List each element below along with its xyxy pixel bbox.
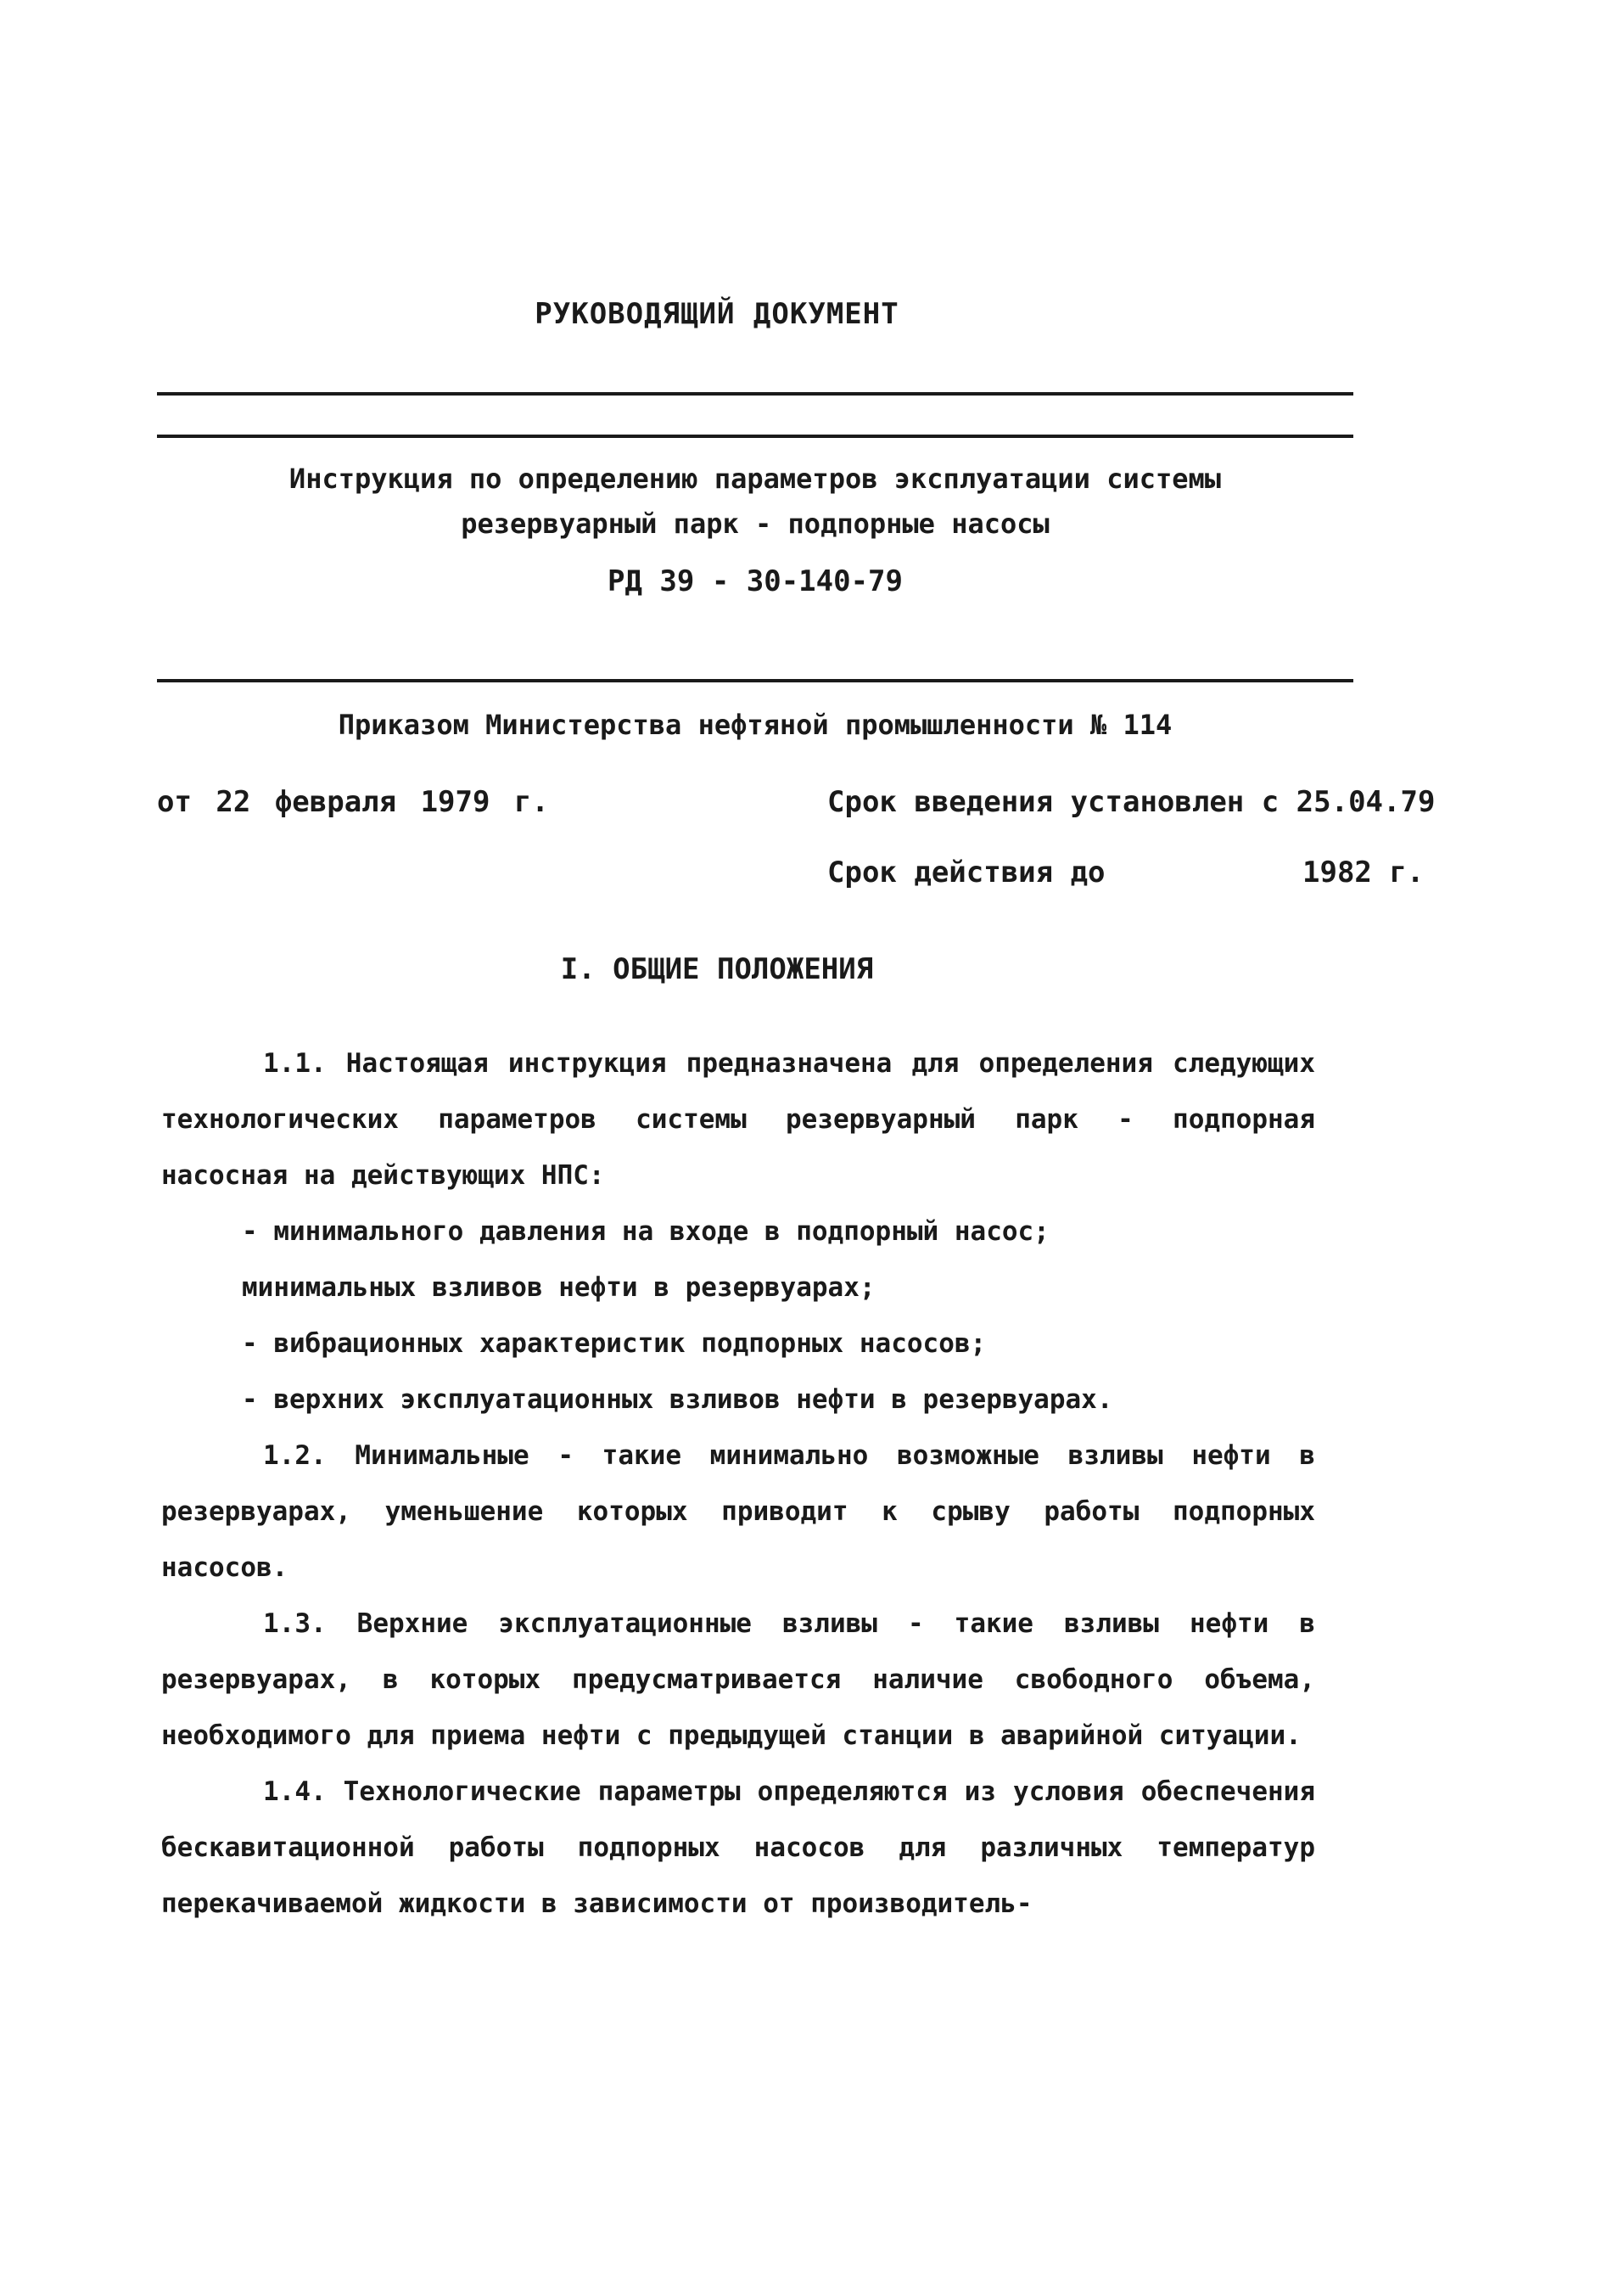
list-item: - вибрационных характеристик подпорных насосов; (242, 1328, 987, 1359)
bottom-rule (157, 679, 1353, 682)
approval-order: Приказом Министерства нефтяной промышленности № 114 (338, 709, 1173, 741)
parameter-list (161, 1204, 1315, 1428)
list-item: - минимального давления на входе в подпорный насос; (242, 1216, 1050, 1247)
introduction-date: Срок введения установлен с 25.04.79 (827, 785, 1436, 819)
paragraph-1-4: 1.4. Технологические параметры определяются из условия обеспечения бескавитационной работы подпорных насосов для различных температур перекачиваемой жидкости в зависимости от производитель- (161, 1776, 1315, 1919)
paragraph-1-3: 1.3. Верхние эксплуатационные взливы - такие взливы нефти в резервуарах, в которых предусматривается наличие свободного объема, необходимого для приема нефти с предыдущей станции в аварийной ситуации. (161, 1608, 1315, 1751)
list-item: минимальных взливов нефти в резервуарах; (242, 1272, 876, 1303)
section-heading: I. ОБЩИЕ ПОЛОЖЕНИЯ (560, 952, 874, 986)
document-title-line-2: резервуарный парк - подпорные насосы (461, 508, 1050, 540)
list-item: - верхних эксплуатационных взливов нефти в резервуарах. (242, 1384, 1113, 1415)
validity-label: Срок действия до (827, 856, 1106, 889)
paragraph-1-1: 1.1. Настоящая инструкция предназначена для определения следующих технологических параметров системы резервуарный парк - подпорная насосная на действующих НПС: (161, 1048, 1315, 1191)
document-code: РД 39 - 30-140-79 (608, 564, 903, 598)
document-type-heading: РУКОВОДЯЩИЙ ДОКУМЕНТ (535, 297, 899, 331)
validity-period (827, 856, 1425, 889)
validity-year: 1982 г. (1302, 856, 1425, 889)
top-rule (157, 392, 1353, 396)
approval-date: от 22 февраля 1979 г. (157, 785, 549, 819)
document-title-line-1: Инструкция по определению параметров эксплуатации системы (288, 463, 1222, 495)
section-body (161, 1035, 1315, 1932)
paragraph-1-2: 1.2. Минимальные - такие минимально возможные взливы нефти в резервуарах, уменьшение которых приводит к срыву работы подпорных насосов. (161, 1440, 1315, 1583)
second-rule (157, 435, 1353, 438)
